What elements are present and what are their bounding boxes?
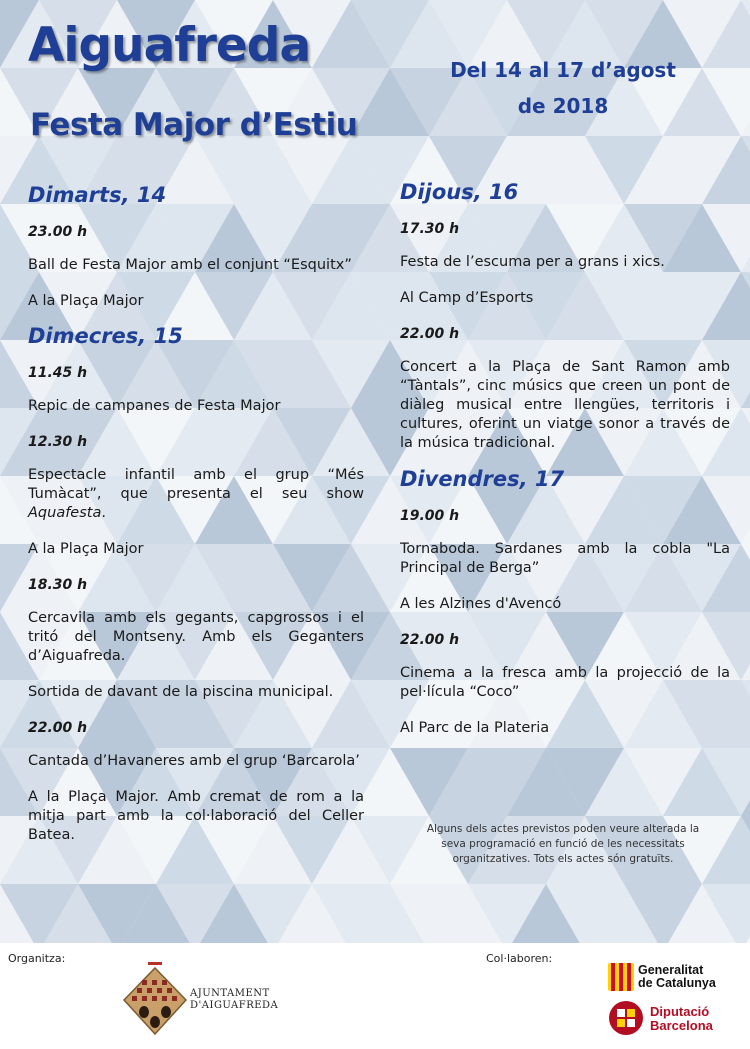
event-place: Al Camp d’Esports bbox=[400, 290, 534, 306]
day-heading-divendres: Divendres, 17 bbox=[400, 467, 565, 491]
page-title: Aiguafreda bbox=[28, 18, 311, 73]
event-description: Ball de Festa Major amb el conjunt “Esquitx” bbox=[28, 257, 352, 273]
show-name: Aquafesta bbox=[28, 505, 102, 521]
generalitat-logo-icon bbox=[608, 963, 634, 991]
generalitat-line-2: de Catalunya bbox=[638, 976, 716, 990]
event-dates bbox=[445, 52, 681, 124]
event-description: Concert a la Plaça de Sant Ramon amb “Tàntals”, cinc músics que creen un pont de diàleg musical entre llengües, territoris i cultures, oferint un viatge sonor a través de la música tradicional. bbox=[400, 359, 730, 451]
event-place: A la Plaça Major bbox=[28, 541, 144, 557]
event-place: Sortida de davant de la piscina municipal. bbox=[28, 684, 334, 700]
event-place: A la Plaça Major. Amb cremat de rom a la mitja part amb la col·laboració del Celler Batea. bbox=[28, 789, 364, 843]
event-description: Festa de l’escuma per a grans i xics. bbox=[400, 254, 665, 270]
event-description: Repic de campanes de Festa Major bbox=[28, 398, 281, 414]
event-place: Al Parc de la Plateria bbox=[400, 720, 550, 736]
collaborators-label: Col·laboren: bbox=[486, 952, 553, 965]
event-description-text: Espectacle infantil amb el grup “Més Tumàcat”, que presenta el seu show bbox=[28, 467, 364, 502]
dates-line-1: Del 14 al 17 d’agost bbox=[450, 58, 676, 82]
shield-crown bbox=[148, 962, 162, 965]
event-time: 22.00 h bbox=[28, 720, 88, 736]
generalitat-name bbox=[638, 964, 716, 990]
event-place: A les Alzines d'Avencó bbox=[400, 596, 562, 612]
event-description: Cantada d’Havaneres amb el grup ‘Barcarola’ bbox=[28, 753, 360, 769]
event-time: 12.30 h bbox=[28, 434, 88, 450]
schedule-right-column bbox=[400, 180, 730, 738]
event-time: 18.30 h bbox=[28, 577, 88, 593]
organizer-label: Organitza: bbox=[8, 952, 66, 965]
ajuntament-line-1: AJUNTAMENT bbox=[190, 988, 270, 999]
event-time: 17.30 h bbox=[400, 221, 460, 237]
event-description-end: . bbox=[101, 505, 106, 521]
event-description bbox=[28, 466, 364, 523]
day-heading-dijous: Dijous, 16 bbox=[400, 180, 519, 204]
ajuntament-shield-logo bbox=[120, 960, 190, 1038]
schedule-left-column bbox=[28, 183, 364, 845]
event-description: Cinema a la fresca amb la projecció de la pel·lícula “Coco” bbox=[400, 665, 730, 700]
event-description: Tornaboda. Sardanes amb la cobla "La Principal de Berga” bbox=[400, 541, 730, 576]
ajuntament-line-2: D'AIGUAFREDA bbox=[190, 1000, 279, 1011]
event-time: 19.00 h bbox=[400, 508, 460, 524]
event-place: A la Plaça Major bbox=[28, 293, 144, 309]
ajuntament-name bbox=[190, 988, 278, 1012]
diputacio-name bbox=[650, 1005, 713, 1033]
diputacio-line-2: Barcelona bbox=[650, 1018, 713, 1033]
dates-line-2: de 2018 bbox=[517, 94, 609, 118]
diputacio-line-1: Diputació bbox=[650, 1004, 710, 1019]
event-time: 11.45 h bbox=[28, 365, 88, 381]
diputacio-logo-icon bbox=[608, 1000, 644, 1036]
generalitat-line-1: Generalitat bbox=[638, 963, 704, 977]
event-time: 23.00 h bbox=[28, 224, 88, 240]
day-heading-dimarts: Dimarts, 14 bbox=[28, 183, 167, 207]
page-subtitle: Festa Major d’Estiu bbox=[30, 107, 358, 143]
disclaimer-note: Alguns dels actes previstos poden veure alterada la seva programació en funció de les necessitats organitzatives. Tots els actes són gratuïts. bbox=[426, 823, 700, 865]
day-heading-dimecres: Dimecres, 15 bbox=[28, 324, 183, 348]
event-time: 22.00 h bbox=[400, 326, 460, 342]
event-description: Cercavila amb els gegants, capgrossos i el tritó del Montseny. Amb els Geganters d’Aiguafreda. bbox=[28, 610, 364, 664]
event-time: 22.00 h bbox=[400, 632, 460, 648]
